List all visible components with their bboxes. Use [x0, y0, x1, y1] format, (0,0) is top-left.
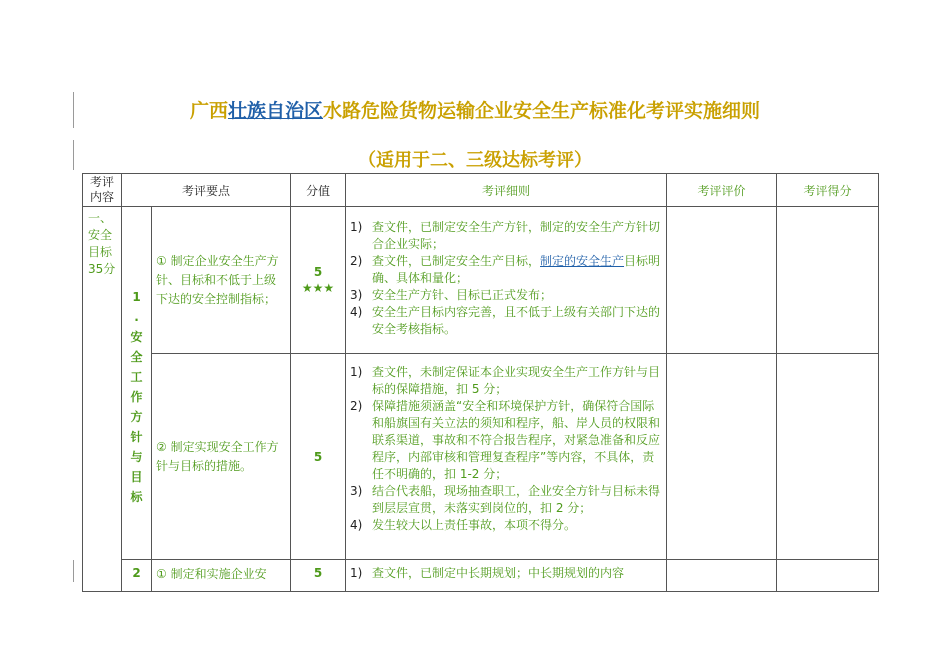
- table-row: [83, 354, 879, 560]
- result-cell[interactable]: [777, 560, 879, 592]
- score-value: 5: [313, 265, 323, 279]
- document-title: [0, 96, 950, 123]
- title-prefix: 广西: [189, 100, 228, 122]
- document-subtitle: （适用于二、三级达标考评）: [358, 150, 592, 171]
- details-cell: [346, 207, 667, 354]
- title-highlight: 壮族自治区: [227, 100, 323, 122]
- evaluation-cell[interactable]: [667, 207, 777, 354]
- score-cell: 5: [291, 354, 346, 560]
- header-details: 考评细则: [346, 174, 667, 207]
- evaluation-cell[interactable]: [667, 560, 777, 592]
- header-evaluation: 考评评价: [667, 174, 777, 207]
- header-score: 分值: [291, 174, 346, 207]
- subsection-cell: [122, 207, 152, 560]
- key-point-cell: ② 制定实现安全工作方针与目标的措施。: [152, 354, 291, 560]
- key-point-cell: ① 制定和实施企业安: [152, 560, 291, 592]
- subsection-dot: .: [134, 310, 139, 324]
- list-item: 1) 查文件，已制定安全生产方针，制定的安全生产方针切合企业实际；: [350, 220, 661, 251]
- evaluation-cell[interactable]: [667, 354, 777, 560]
- subsection-title: 安全工作方针与目标: [130, 330, 143, 504]
- score-stars: ★★★: [301, 281, 335, 295]
- result-cell[interactable]: [777, 207, 879, 354]
- details-cell: [346, 560, 667, 592]
- details-cell: [346, 354, 667, 560]
- hyperlink-text[interactable]: 制定的安全生产: [540, 254, 625, 268]
- list-item: 4) 安全生产目标内容完善，且不低于上级有关部门下达的安全考核指标。: [350, 305, 661, 336]
- subsection-number: 1: [132, 290, 141, 304]
- header-content: 考评内容: [83, 174, 122, 207]
- score-cell: [291, 207, 346, 354]
- score-cell: 5: [291, 560, 346, 592]
- header-key-points: 考评要点: [122, 174, 291, 207]
- list-item: 2) 保障措施须涵盖“安全和环境保护方针，确保符合国际和船旗国有关立法的须知和程序，船、岸人员的权限和联系渠道，事故和不符合报告程序，对紧急准备和反应程序，内部审核和管理复查程序”等内容，不具体，责任不明确的，扣 1-2 分；: [350, 399, 661, 481]
- list-item: 1) 查文件，已制定中长期规划；中长期规划的内容: [350, 566, 625, 580]
- section-cell: 一、安全目标35分: [83, 207, 122, 592]
- title-suffix: 水路危险货物运输企业安全生产标准化考评实施细则: [323, 100, 761, 122]
- table-row: [83, 560, 879, 592]
- list-item: 4) 发生较大以上责任事故，本项不得分。: [350, 518, 577, 532]
- header-result: 考评得分: [777, 174, 879, 207]
- list-item: 3) 结合代表船，现场抽查职工，企业安全方针与目标未得到层层宣贯，未落实到岗位的，扣 2 分；: [350, 484, 661, 515]
- list-item: 3) 安全生产方针、目标已正式发布；: [350, 288, 553, 302]
- list-item: 2) 查文件，已制定安全生产目标，制定的安全生产目标明确、具体和量化；: [350, 254, 661, 285]
- margin-mark-3: [73, 560, 74, 582]
- table-header-row: [83, 174, 879, 207]
- key-point-cell: ① 制定企业安全生产方针、目标和不低于上级下达的安全控制指标；: [152, 207, 291, 354]
- subsection-cell: 2: [122, 560, 152, 592]
- list-item: 1) 查文件，未制定保证本企业实现安全生产工作方针与目标的保障措施，扣 5 分；: [350, 365, 661, 396]
- evaluation-table: [82, 173, 879, 592]
- result-cell[interactable]: [777, 354, 879, 560]
- table-row: [83, 207, 879, 354]
